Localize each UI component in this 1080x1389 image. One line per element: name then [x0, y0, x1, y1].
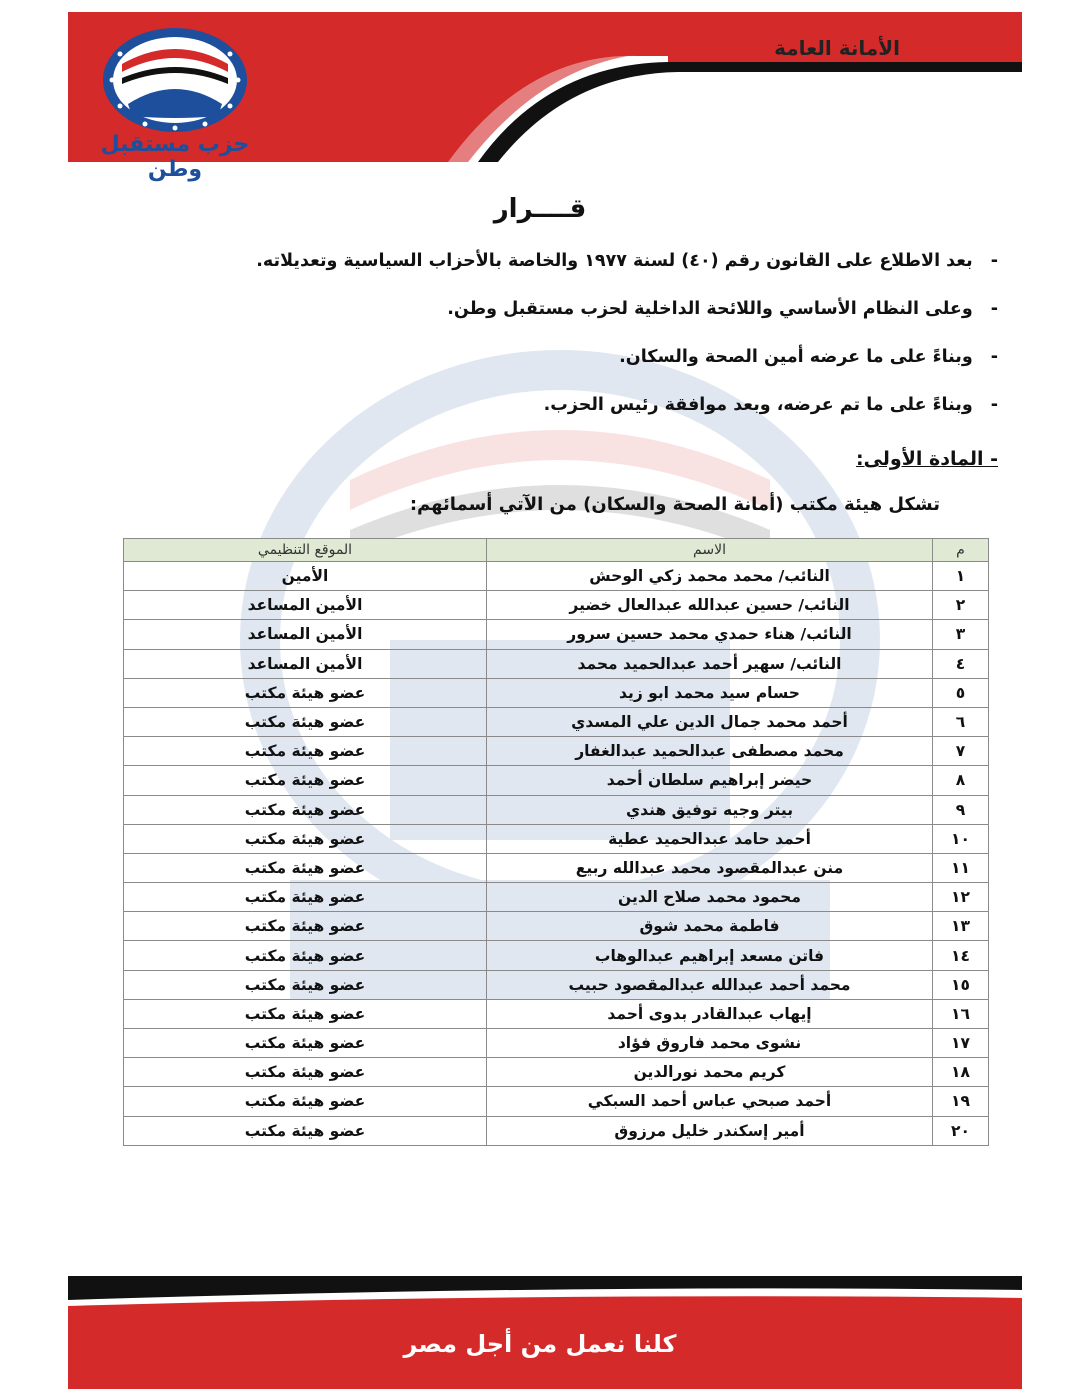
- cell-role: عضو هيئة مكتب: [124, 1116, 487, 1145]
- cell-num: ١٨: [933, 1058, 989, 1087]
- cell-num: ٢: [933, 591, 989, 620]
- cell-role: الأمين المساعد: [124, 591, 487, 620]
- party-emblem-icon: [100, 24, 250, 136]
- cell-name: محمد مصطفى عبدالحميد عبدالغفار: [487, 737, 933, 766]
- table-row: [124, 999, 989, 1028]
- cell-role: عضو هيئة مكتب: [124, 999, 487, 1028]
- cell-role: عضو هيئة مكتب: [124, 824, 487, 853]
- cell-role: عضو هيئة مكتب: [124, 707, 487, 736]
- cell-name: النائب/ حسين عبدالله عبدالعال خضير: [487, 591, 933, 620]
- table-row: [124, 853, 989, 882]
- cell-name: محمود محمد صلاح الدين: [487, 883, 933, 912]
- cell-name: أمير إسكندر خليل مرزوق: [487, 1116, 933, 1145]
- cell-num: ٢٠: [933, 1116, 989, 1145]
- cell-name: فاتن مسعد إبراهيم عبدالوهاب: [487, 941, 933, 970]
- table-row: [124, 620, 989, 649]
- cell-num: ٤: [933, 649, 989, 678]
- cell-num: ١٧: [933, 1029, 989, 1058]
- table-row: [124, 1058, 989, 1087]
- article-title: - المادة الأولى:: [855, 448, 998, 470]
- cell-name: النائب/ هناء حمدي محمد حسين سرور: [487, 620, 933, 649]
- cell-name: منن عبدالمقصود محمد عبدالله ربيع: [487, 853, 933, 882]
- cell-role: عضو هيئة مكتب: [124, 795, 487, 824]
- cell-num: ١٣: [933, 912, 989, 941]
- cell-num: ١٢: [933, 883, 989, 912]
- cell-num: ١٤: [933, 941, 989, 970]
- table-row: [124, 1087, 989, 1116]
- cell-num: ١: [933, 562, 989, 591]
- cell-role: عضو هيئة مكتب: [124, 766, 487, 795]
- party-name: حزب مستقبل وطن: [100, 132, 250, 182]
- table-row: [124, 649, 989, 678]
- cell-num: ٨: [933, 766, 989, 795]
- cell-name: نشوى محمد فاروق فؤاد: [487, 1029, 933, 1058]
- table-row: [124, 707, 989, 736]
- members-table: [123, 538, 989, 1146]
- table-row: [124, 824, 989, 853]
- table-row: [124, 766, 989, 795]
- cell-name: أحمد محمد جمال الدين علي المسدي: [487, 707, 933, 736]
- table-row: [124, 1116, 989, 1145]
- cell-name: بيتر وجيه توفيق هندي: [487, 795, 933, 824]
- cell-num: ١٥: [933, 970, 989, 999]
- table-row: [124, 883, 989, 912]
- cell-name: محمد أحمد عبدالله عبدالمقصود حبيب: [487, 970, 933, 999]
- cell-role: عضو هيئة مكتب: [124, 912, 487, 941]
- cell-name: النائب/ محمد محمد زكي الوحش: [487, 562, 933, 591]
- header-name: الاسم: [487, 539, 933, 562]
- cell-name: كريم محمد نورالدين: [487, 1058, 933, 1087]
- table-row: [124, 912, 989, 941]
- preamble-list: [98, 246, 998, 438]
- cell-role: عضو هيئة مكتب: [124, 970, 487, 999]
- table-row: [124, 1029, 989, 1058]
- footer-slogan: كلنا نعمل من أجل مصر: [403, 1330, 677, 1358]
- preamble-item: - وعلى النظام الأساسي واللائحة الداخلية لحزب مستقبل وطن.: [98, 294, 998, 342]
- table-row: [124, 970, 989, 999]
- cell-name: حسام سيد محمد ابو زيد: [487, 678, 933, 707]
- cell-name: أحمد حامد عبدالحميد عطية: [487, 824, 933, 853]
- cell-num: ١٩: [933, 1087, 989, 1116]
- table-row: [124, 562, 989, 591]
- cell-name: أحمد صبحي عباس أحمد السبكي: [487, 1087, 933, 1116]
- cell-num: ٥: [933, 678, 989, 707]
- table-row: [124, 941, 989, 970]
- cell-num: ١٠: [933, 824, 989, 853]
- cell-num: ٣: [933, 620, 989, 649]
- preamble-item: - بعد الاطلاع على القانون رقم (٤٠) لسنة ١٩٧٧ والخاصة بالأحزاب السياسية وتعديلاته.: [98, 246, 998, 294]
- preamble-item: - وبناءً على ما عرضه أمين الصحة والسكان.: [98, 342, 998, 390]
- table-header-row: [124, 539, 989, 562]
- cell-role: عضو هيئة مكتب: [124, 678, 487, 707]
- cell-name: إيهاب عبدالقادر بدوى أحمد: [487, 999, 933, 1028]
- cell-name: فاطمة محمد شوق: [487, 912, 933, 941]
- cell-role: عضو هيئة مكتب: [124, 883, 487, 912]
- cell-role: عضو هيئة مكتب: [124, 853, 487, 882]
- cell-role: عضو هيئة مكتب: [124, 1087, 487, 1116]
- cell-role: الأمين: [124, 562, 487, 591]
- table-row: [124, 591, 989, 620]
- cell-name: حيضر إبراهيم سلطان أحمد: [487, 766, 933, 795]
- cell-role: الأمين المساعد: [124, 620, 487, 649]
- cell-num: ٩: [933, 795, 989, 824]
- decision-title: قــــرار: [493, 194, 587, 224]
- cell-role: عضو هيئة مكتب: [124, 941, 487, 970]
- cell-num: ١٦: [933, 999, 989, 1028]
- cell-name: النائب/ سهير أحمد عبدالحميد محمد: [487, 649, 933, 678]
- table-row: [124, 795, 989, 824]
- cell-num: ١١: [933, 853, 989, 882]
- cell-role: عضو هيئة مكتب: [124, 1029, 487, 1058]
- cell-num: ٧: [933, 737, 989, 766]
- header-num: م: [933, 539, 989, 562]
- table-body: [124, 562, 989, 1146]
- table-row: [124, 678, 989, 707]
- preamble-item: - وبناءً على ما تم عرضه، وبعد موافقة رئيس الحزب.: [98, 390, 998, 438]
- cell-role: عضو هيئة مكتب: [124, 1058, 487, 1087]
- cell-role: عضو هيئة مكتب: [124, 737, 487, 766]
- cell-role: الأمين المساعد: [124, 649, 487, 678]
- table-row: [124, 737, 989, 766]
- header-role: الموقع التنظيمي: [124, 539, 487, 562]
- cell-num: ٦: [933, 707, 989, 736]
- article-text: تشكل هيئة مكتب (أمانة الصحة والسكان) من الآتي أسمائهم:: [409, 494, 940, 515]
- section-title: الأمانة العامة: [774, 36, 900, 60]
